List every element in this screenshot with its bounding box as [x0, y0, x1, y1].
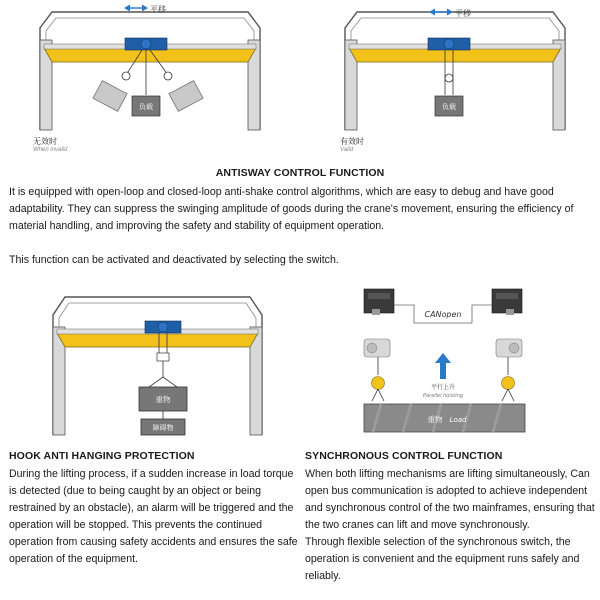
hook-section-title: HOOK ANTI HANGING PROTECTION: [9, 450, 195, 462]
antisway-switch-note: This function can be activated and deactivated by selecting the switch.: [9, 254, 339, 266]
load-label: 负载: [442, 103, 456, 111]
hook-anti-hanging-diagram: [45, 285, 270, 440]
heavy-load-label: 重物: [155, 395, 171, 404]
caption-invalid-en: When invalid: [33, 147, 68, 153]
load-label-en: Load: [449, 416, 467, 424]
load-label: 负载: [139, 103, 153, 111]
canopen-bus-label: CANopen: [424, 310, 462, 319]
translation-arrow-label: 平移: [455, 9, 471, 18]
parallel-hoisting-en: Parallel hoisting: [423, 393, 463, 399]
sync-section-title: SYNCHRONOUS CONTROL FUNCTION: [305, 450, 503, 462]
obstacle-label: 障碍物: [152, 424, 174, 432]
hook-section-body: During the lifting process, if a sudden increase in load torque is detected (due to being caught by an object or being restrained by an obstacle), an alarm will be triggered and the operation will be stopped. This prevents the continued operation from causing safety accidents and ensures the safe operation of the equipment.: [9, 468, 298, 565]
translation-arrow-label: 平移: [150, 5, 166, 14]
synchronous-load-block: [363, 403, 526, 433]
antisway-valid-diagram: [335, 0, 575, 140]
sync-section-paragraph1: When both lifting mechanisms are lifting simultaneously, Can open bus communication is adopted to achieve independent and synchronous control of the two mainframes, ensuring that the two cranes can lift and move synchronously.: [305, 468, 595, 531]
parallel-hoisting-cn: 平行上升: [430, 384, 456, 391]
load-label-cn: 重物: [427, 415, 443, 424]
antisway-title: ANTISWAY CONTROL FUNCTION: [215, 167, 385, 179]
antisway-invalid-diagram: [30, 0, 270, 140]
caption-invalid-cn: 无效时: [33, 137, 57, 146]
antisway-paragraph: It is equipped with open-loop and closed-loop anti-shake control algorithms, which are easy to debug and have good adaptability. They can suppress the swinging amplitude of goods during the crane's movement, ensuring the efficiency of material handling, and improving the safety and stability of equipment operation.: [9, 186, 574, 232]
sync-section-body: [305, 466, 595, 585]
caption-valid-cn: 有效时: [340, 137, 364, 146]
caption-valid-en: Valid: [340, 147, 354, 153]
sync-section-paragraph2: Through flexible selection of the synchronous switch, the operation is convenient and the equipment runs safely and reliably.: [305, 536, 580, 582]
